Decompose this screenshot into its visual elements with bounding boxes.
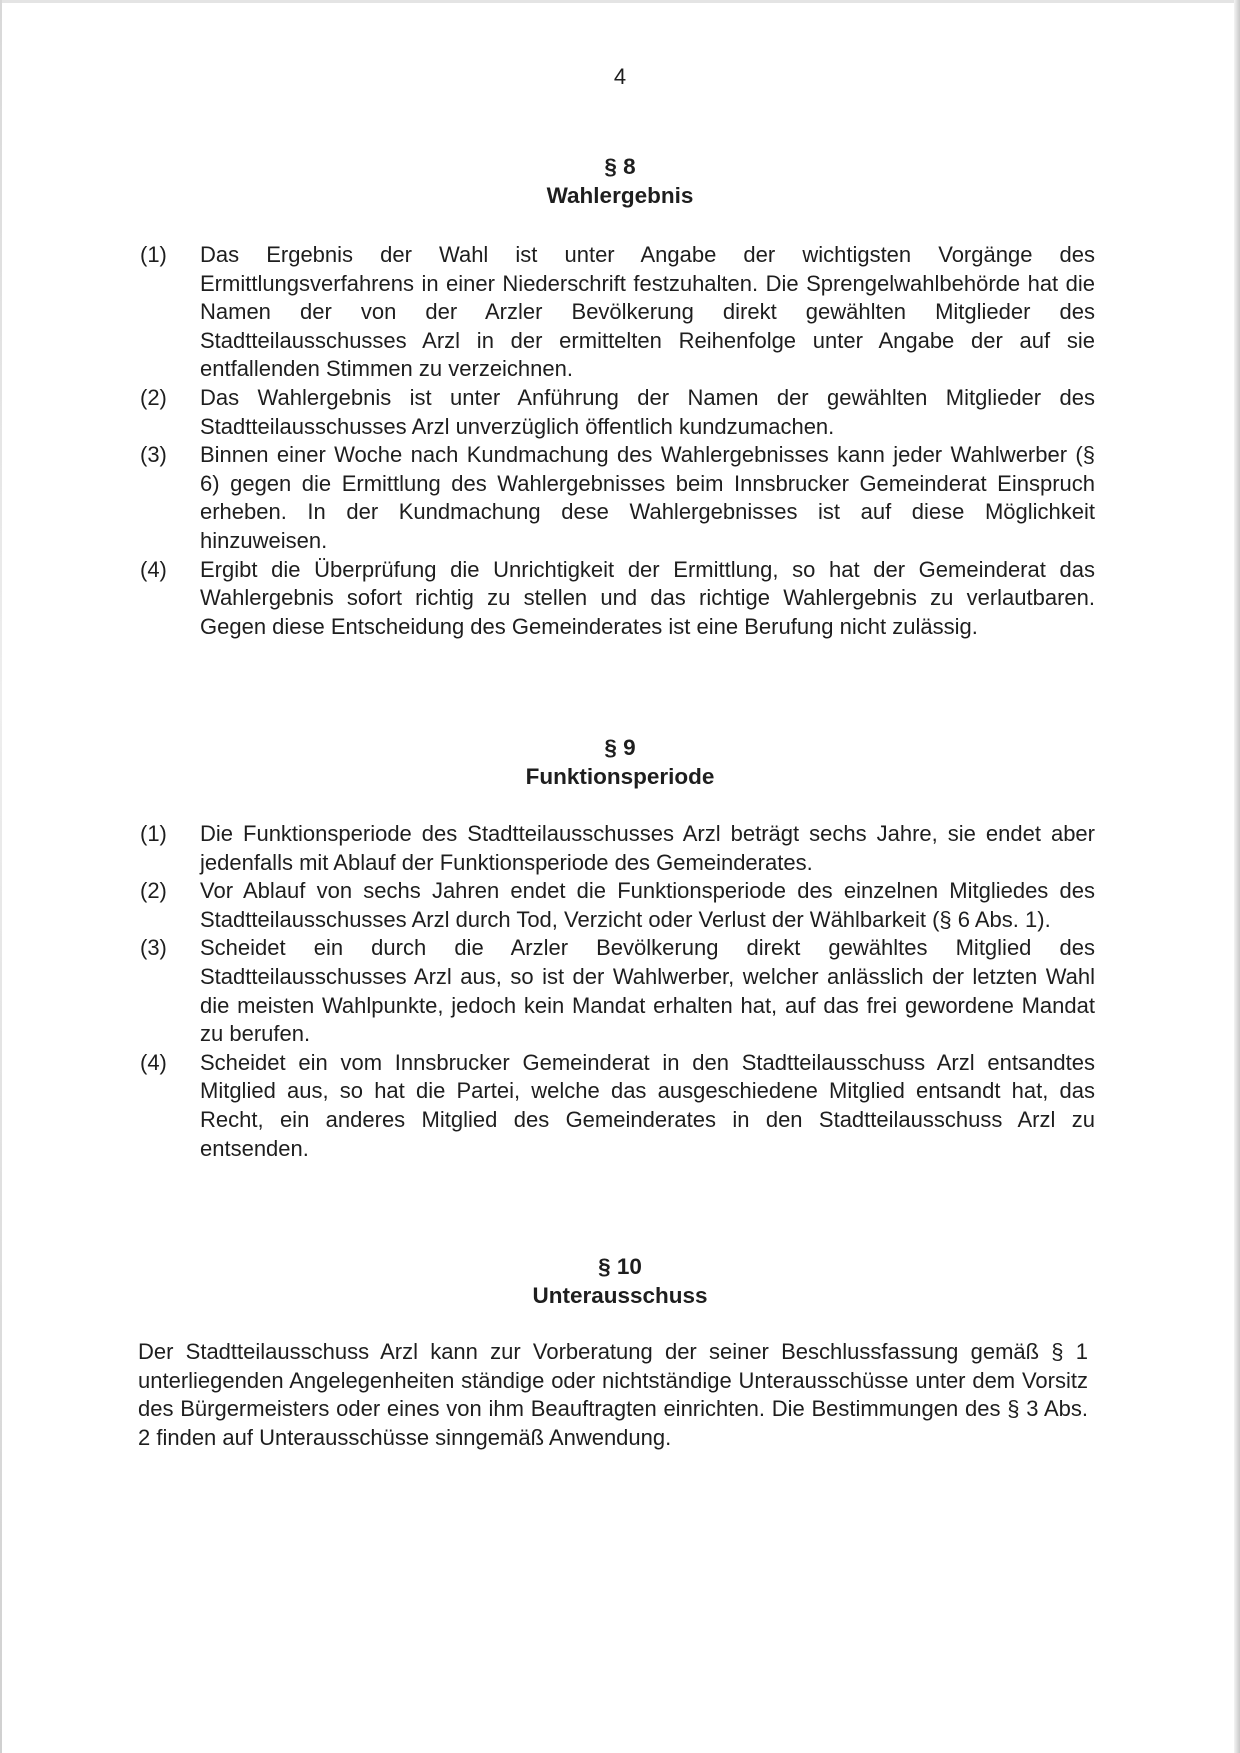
list-item [140,384,1095,441]
item-number: (3) [140,442,167,468]
list-item [140,877,1095,934]
page-number: 4 [613,64,627,89]
scan-edge-right [1234,0,1240,1753]
item-text: Das Ergebnis der Wahl ist unter Angabe der wichtigsten Vorgänge des Ermittlungsverfahrens in einer Niederschrift festzuhalten. Die Sprengelwahlbehörde hat die Namen der von der Arzler Bevölkerung direkt gewählten Mitglieder des Stadtteilausschusses Arzl in der ermittelten Reihenfolge unter Angabe der auf sie entfallenden Stimmen zu verzeichnen. [200,242,1095,382]
item-text: Vor Ablauf von sechs Jahren endet die Funktionsperiode des einzelnen Mitgliedes des Stadtteilausschusses Arzl durch Tod, Verzicht oder Verlust der Wählbarkeit (§ 6 Abs. 1). [200,878,1095,932]
item-number: (4) [140,556,167,582]
list-item [140,934,1095,1048]
list-item [140,820,1095,877]
item-text: Binnen einer Woche nach Kundmachung des Wahlergebnisses kann jeder Wahlwerber (§ 6) gegen die Ermittlung des Wahlergebnisses beim Innsbrucker Gemeinderat Einspruch erheben. In der Kundmachung dese Wahlergebnisses ist auf diese Möglichkeit hinzuweisen. [200,442,1095,553]
item-text: Ergibt die Überprüfung die Unrichtigkeit der Ermittlung, so hat der Gemeinderat das Wahlergebnis sofort richtig zu stellen und das richtige Wahlergebnis zu verlautbaren. Gegen diese Entscheidung des Gemeinderates ist eine Berufung nicht zulässig. [200,556,1095,639]
list-item [140,556,1095,642]
section-symbol: § 9 [604,735,636,760]
section-title: Unterausschuss [532,1283,708,1308]
list-item [140,241,1095,384]
item-text: Scheidet ein durch die Arzler Bevölkerung direkt gewähltes Mitglied des Stadtteilausschusses Arzl aus, so ist der Wahlwerber, welcher anlässlich der letzten Wahl die meisten Wahlpunkte, jedoch kein Mandat erhalten hat, auf das frei gewordene Mandat zu berufen. [200,935,1095,1047]
item-text: Das Wahlergebnis ist unter Anführung der Namen der gewählten Mitglieder des Stadtteilausschusses Arzl unverzüglich öffentlich kundzumachen. [200,384,1095,439]
section-8-heading [0,152,1240,210]
section-8-items [140,241,1095,641]
item-number: (2) [140,878,167,904]
item-text: Scheidet ein vom Innsbrucker Gemeinderat in den Stadtteilausschuss Arzl entsandtes Mitglied aus, so hat die Partei, welche das ausgeschiedene Mitglied entsandt hat, das Recht, ein anderes Mitglied des Gemeinderates in den Stadtteilausschuss Arzl zu entsenden. [200,1049,1095,1161]
section-symbol: § 8 [604,154,636,179]
scan-edge-left [0,0,2,1753]
list-item [140,441,1095,555]
item-number: (4) [140,1049,167,1075]
item-number: (1) [140,242,167,267]
section-symbol: § 10 [598,1254,642,1279]
section-title: Funktionsperiode [525,764,715,789]
item-number: (3) [140,935,167,961]
section-9-heading [0,733,1240,791]
scan-edge-top [0,0,1240,3]
section-10-paragraph: Der Stadtteilausschuss Arzl kann zur Vorberatung der seiner Beschlussfassung gemäß § 1 unterliegenden Angelegenheiten ständige oder nichtständige Unterausschüsse unter dem Vorsitz des Bürgermeisters oder eines von ihm Beauftragten einrichten. Die Bestimmungen des § 3 Abs. 2 finden auf Unterausschüsse sinngemäß Anwendung. [138,1339,1088,1450]
item-number: (1) [140,821,167,846]
section-10-heading [0,1252,1240,1310]
section-9-items [140,820,1095,1163]
item-text: Die Funktionsperiode des Stadtteilausschusses Arzl beträgt sechs Jahre, sie endet aber jedenfalls mit Ablauf der Funktionsperiode des Gemeinderates. [200,821,1095,875]
section-title: Wahlergebnis [546,183,694,208]
list-item [140,1049,1095,1163]
item-number: (2) [140,384,167,410]
